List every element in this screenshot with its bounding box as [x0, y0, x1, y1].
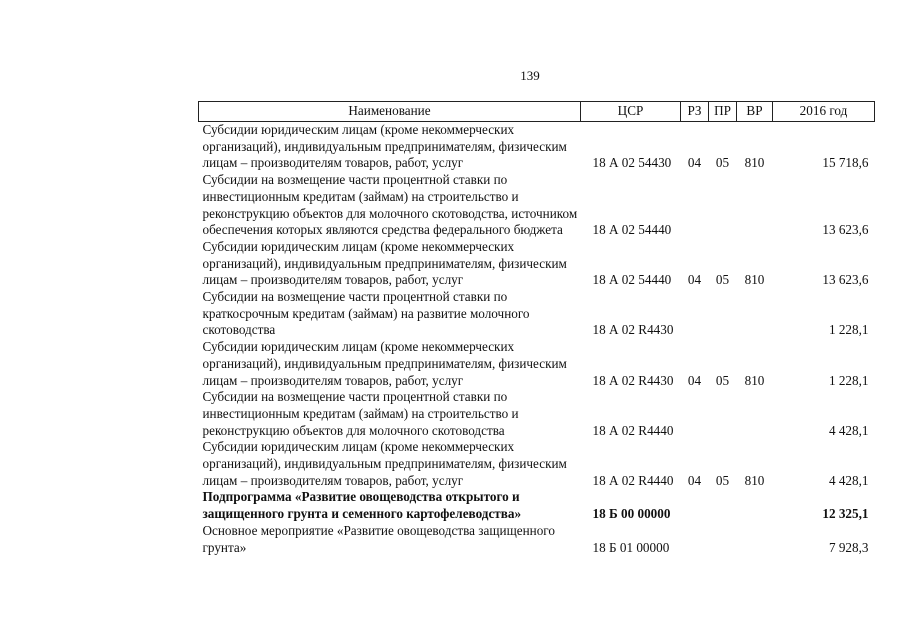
- row-vr: [737, 289, 773, 339]
- row-name: Субсидии на возмещение части процентной ставки по инвестиционным кредитам (займам) на строительство и реконструкцию объектов для молочного скотоводства: [202, 389, 519, 438]
- row-pr: [709, 289, 737, 339]
- table-row: [199, 523, 875, 556]
- row-vr: [737, 389, 773, 439]
- table-row: [199, 122, 875, 173]
- header-pr: ПР: [709, 102, 737, 122]
- row-rz: 04: [687, 372, 702, 388]
- row-rz: 04: [687, 472, 702, 488]
- row-vr: 810: [744, 155, 765, 171]
- row-amount: 12 325,1: [822, 506, 869, 522]
- row-pr: 05: [715, 155, 730, 171]
- table-header-row: [199, 102, 875, 122]
- row-name: Субсидии на возмещение части процентной ставки по инвестиционным кредитам (займам) на строительство и реконструкцию объектов для молочного скотоводства, источником обеспечения которых являются средства федерального бюджета: [202, 172, 578, 238]
- table-row: [199, 239, 875, 289]
- row-pr: 05: [715, 372, 730, 388]
- row-pr: 05: [715, 472, 730, 488]
- header-csr: ЦСР: [581, 102, 681, 122]
- row-pr: [709, 523, 737, 556]
- row-csr: 18 А 02 R4440: [592, 422, 674, 438]
- table-body: [199, 122, 875, 557]
- row-amount: 7 928,3: [828, 539, 869, 555]
- table-row-subprogram: [199, 489, 875, 522]
- row-amount: 4 428,1: [828, 422, 869, 438]
- row-vr: [737, 523, 773, 556]
- row-csr: 18 А 02 R4430: [592, 322, 674, 338]
- table-row: [199, 439, 875, 489]
- row-amount: 4 428,1: [828, 472, 869, 488]
- row-rz: [681, 523, 709, 556]
- row-name: Субсидии юридическим лицам (кроме некоммерческих организаций), индивидуальным предпринимателям, физическим лицам – производителям товаров, работ, услуг: [202, 122, 567, 171]
- row-name: Субсидии на возмещение части процентной ставки по краткосрочным кредитам (займам) на развитие молочного скотоводства: [202, 289, 530, 338]
- row-name: Подпрограмма «Развитие овощеводства открытого и защищенного грунта и семенного картофелеводства»: [202, 489, 522, 522]
- row-csr: 18 А 02 54440: [592, 222, 672, 238]
- row-name: Субсидии юридическим лицам (кроме некоммерческих организаций), индивидуальным предпринимателям, физическим лицам – производителям товаров, работ, услуг: [202, 238, 567, 288]
- row-amount: 13 623,6: [822, 272, 869, 288]
- row-csr: 18 Б 01 00000: [592, 539, 670, 555]
- row-pr: 05: [715, 272, 730, 288]
- row-rz: [681, 172, 709, 239]
- row-csr: 18 А 02 54440: [592, 272, 672, 288]
- row-rz: [681, 489, 709, 522]
- page-number: 139: [520, 68, 540, 83]
- row-pr: [709, 489, 737, 522]
- row-name: Субсидии юридическим лицам (кроме некоммерческих организаций), индивидуальным предпринимателям, физическим лицам – производителям товаров, работ, услуг: [202, 439, 567, 488]
- row-amount: 13 623,6: [822, 222, 869, 238]
- row-amount: 1 228,1: [828, 322, 869, 338]
- row-amount: 1 228,1: [828, 372, 869, 388]
- row-vr: [737, 489, 773, 522]
- row-csr: 18 Б 00 00000: [592, 506, 671, 522]
- header-vr: ВР: [737, 102, 773, 122]
- row-pr: [709, 172, 737, 239]
- table-row: [199, 172, 875, 239]
- header-rz: РЗ: [681, 102, 709, 122]
- table-row: [199, 389, 875, 439]
- row-rz: [681, 289, 709, 339]
- row-vr: 810: [744, 472, 765, 488]
- header-year: 2016 год: [773, 102, 875, 122]
- row-name: Основное мероприятие «Развитие овощеводства защищенного грунта»: [202, 522, 555, 555]
- budget-table: [198, 101, 875, 556]
- table-row: [199, 289, 875, 339]
- table-row: [199, 339, 875, 389]
- row-rz: 04: [687, 272, 702, 288]
- row-csr: 18 А 02 R4430: [592, 372, 674, 388]
- row-vr: 810: [744, 272, 765, 288]
- row-rz: 04: [687, 155, 702, 171]
- row-rz: [681, 389, 709, 439]
- row-name: Субсидии юридическим лицам (кроме некоммерческих организаций), индивидуальным предпринимателям, физическим лицам – производителям товаров, работ, услуг: [202, 339, 567, 388]
- row-amount: 15 718,6: [822, 155, 869, 171]
- row-pr: [709, 389, 737, 439]
- row-csr: 18 А 02 R4440: [592, 472, 674, 488]
- header-name: Наименование: [199, 102, 581, 122]
- row-vr: 810: [744, 372, 765, 388]
- row-vr: [737, 172, 773, 239]
- row-csr: 18 А 02 54430: [592, 155, 672, 171]
